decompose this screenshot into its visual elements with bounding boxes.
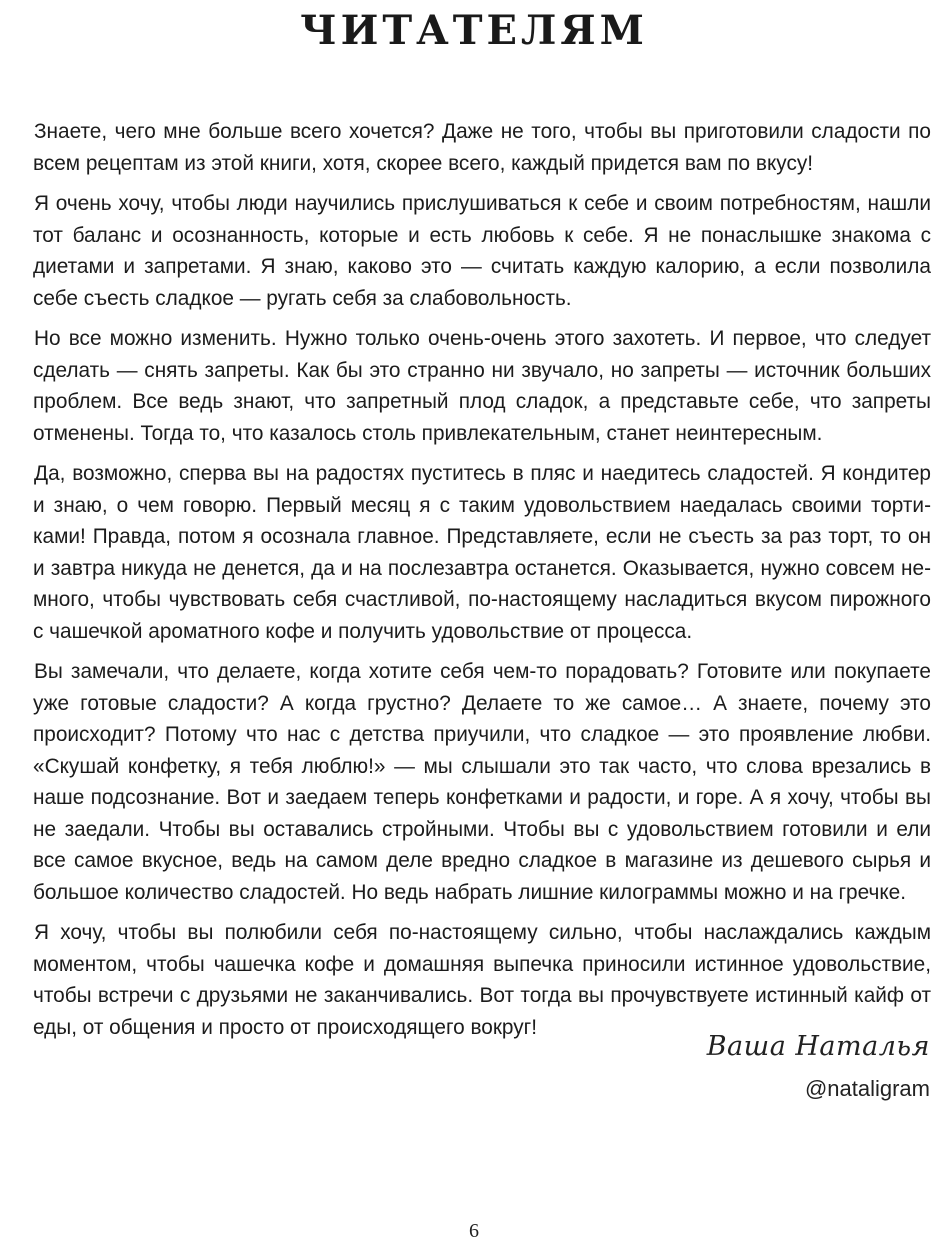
paragraph: Вы замечали, что делаете, когда хотите себя чем-то порадовать? Готовите или покупаете уже готовые сладости? А когда грустно? Делаете то же самое… А знаете, почему это происходит? Потому что нас с детства приучили, что сладкое — это проявление любви. «Скушай конфетку, я тебя люблю!» — мы слышали это так часто, что слова врезались в наше подсознание. Вот и заедаем теперь конфетками и радости, и горе. А я хочу, чтобы вы не заедали. Чтобы вы оставались стройными. Чтобы вы с удовольствием готовили и ели все самое вкусное, ведь на самом деле вредно сладкое в магазине из дешевого сырья и большое количество сладостей. Но ведь набрать лишние килограммы можно и на гречке. — [33, 660, 931, 904]
paragraph: Знаете, чего мне больше всего хочется? Даже не того, чтобы вы приготовили сладости по всем рецептам из этой книги, хотя, скорее всего, каждый придется вам по вкусу! — [33, 120, 931, 175]
paragraph: Но все можно изменить. Нужно только очень-очень этого захотеть. И первое, что следует сделать — снять запреты. Как бы это странно ни звучало, но запреты — источник больших проблем. Все ведь знают, что запретный плод сладок, а представьте себе, что запреты отменены. Тогда то, что казалось столь привлекательным, станет неинтересным. — [33, 327, 931, 445]
page-title: ЧИТАТЕЛЯМ — [300, 7, 648, 54]
body-text — [33, 116, 931, 1052]
author-signature: Ваша Наталья — [706, 1031, 930, 1062]
paragraph: Да, возможно, сперва вы на радостях пуститесь в пляс и наедитесь сладостей. Я кондитер и знаю, о чем говорю. Первый месяц я с таким удовольствием наедалась своими тортиками! Правда, потом я осознала главное. Представляете, если не съесть за раз торт, то он и завтра никуда не денется, да и на послезавтра останется. Оказывается, нужно совсем немного, чтобы чувствовать себя счастливой, по-настоящему насладиться вкусом пирожного с чашечкой ароматного кофе и получить удовольствие от процесса. — [33, 462, 931, 643]
paragraph: Я хочу, чтобы вы полюбили себя по-настоящему сильно, чтобы наслаждались каждым моментом, чтобы чашечка кофе и домашняя выпечка приносили истинное удовольствие, чтобы встречи с друзьями не заканчивались. Вот тогда вы прочувствуете истинный кайф от еды, от общения и просто от происходящего вокруг! — [33, 921, 931, 1039]
author-handle: @nataligram — [804, 1076, 930, 1101]
page-number: 6 — [469, 1220, 479, 1242]
paragraph: Я очень хочу, чтобы люди научились прислушиваться к себе и своим потребностям, нашли тот баланс и осознанность, которые и есть любовь к себе. Я не понаслышке знакома с диетами и запретами. Я знаю, каково это — считать каждую калорию, а если позволила себе съесть сладкое — ругать себя за слабовольность. — [33, 192, 931, 310]
